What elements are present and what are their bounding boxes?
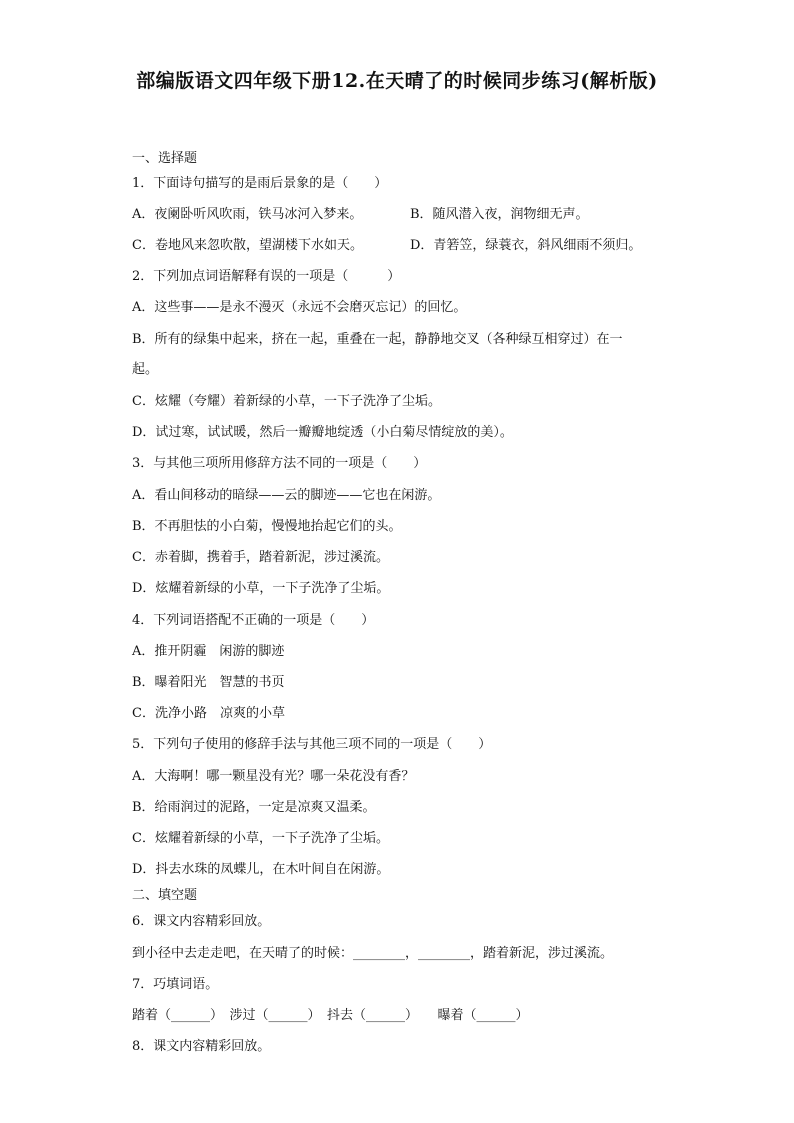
question-2-stem: 2．下列加点词语解释有误的一项是（ ）: [132, 269, 401, 284]
question-2-option-a: A．这些事——是永不漫灭（永远不会磨灭忘记）的回忆。: [132, 300, 467, 315]
question-8-stem: 8．课文内容精彩回放。: [132, 1039, 271, 1054]
question-5-option-b: B．给雨润过的泥路，一定是凉爽又温柔。: [132, 800, 376, 815]
question-3-option-a: A．看山间移动的暗绿——云的脚迹——它也在闲游。: [132, 488, 441, 503]
question-3-stem: 3．与其他三项所用修辞方法不同的一项是（ ）: [132, 456, 427, 471]
question-2-option-c: C．炫耀（夸耀）着新绿的小草，一下子洗净了尘垢。: [132, 394, 441, 409]
question-7-fill-line: 踏着（______） 涉过（______） 抖去（______） 曝着（______）: [132, 1008, 529, 1023]
question-4-option-a: A．推开阴霾 闲游的脚迹: [132, 644, 285, 659]
section-heading-fill: 二、填空题: [132, 888, 198, 903]
question-2-option-d: D．试过寒，试试暖，然后一瓣瓣地绽透（小白菊尽情绽放的美）。: [132, 425, 513, 440]
section-heading-choice: 一、选择题: [132, 151, 198, 166]
question-4-option-b: B．曝着阳光 智慧的书页: [132, 675, 285, 690]
question-4-stem: 4．下列词语搭配不正确的一项是（ ）: [132, 613, 375, 628]
question-3-option-c: C．赤着脚，携着手，踏着新泥，涉过溪流。: [132, 550, 389, 565]
question-5-option-a: A．大海啊！哪一颗星没有光？哪一朵花没有香？: [132, 769, 415, 784]
question-1-option-a: A．夜阑卧听风吹雨，铁马冰河入梦来。: [132, 207, 363, 222]
question-2-option-b-line1: B．所有的绿集中起来，挤在一起，重叠在一起，静静地交叉（各种绿互相穿过）在一: [132, 332, 623, 347]
question-1-option-b: B．随风潜入夜，润物细无声。: [410, 207, 589, 222]
question-2-option-b-line2: 起。: [132, 362, 159, 377]
question-5-stem: 5．下列句子使用的修辞手法与其他三项不同的一项是（ ）: [132, 737, 492, 752]
question-1-option-c: C．卷地风来忽吹散，望湖楼下水如天。: [132, 238, 363, 253]
question-4-option-c: C．洗净小路 凉爽的小草: [132, 706, 285, 721]
question-1-stem: 1．下面诗句描写的是雨后景象的是（ ）: [132, 176, 388, 191]
question-6-stem: 6．课文内容精彩回放。: [132, 914, 271, 929]
question-7-stem: 7．巧填词语。: [132, 977, 219, 992]
question-5-option-c: C．炫耀着新绿的小草，一下子洗净了尘垢。: [132, 831, 389, 846]
question-5-option-d: D．抖去水珠的凤蝶儿，在木叶间自在闲游。: [132, 862, 390, 877]
question-3-option-b: B．不再胆怯的小白菊，慢慢地抬起它们的头。: [132, 519, 402, 534]
question-3-option-d: D．炫耀着新绿的小草，一下子洗净了尘垢。: [132, 581, 390, 596]
question-1-option-d: D．青箬笠，绿蓑衣，斜风细雨不须归。: [410, 238, 642, 253]
question-6-fill-line: 到小径中去走走吧，在天晴了的时候：________，________，踏着新泥，涉过溪流。: [132, 946, 614, 961]
document-title: 部编版语文四年级下册12.在天晴了的时候同步练习(解析版): [136, 70, 658, 92]
